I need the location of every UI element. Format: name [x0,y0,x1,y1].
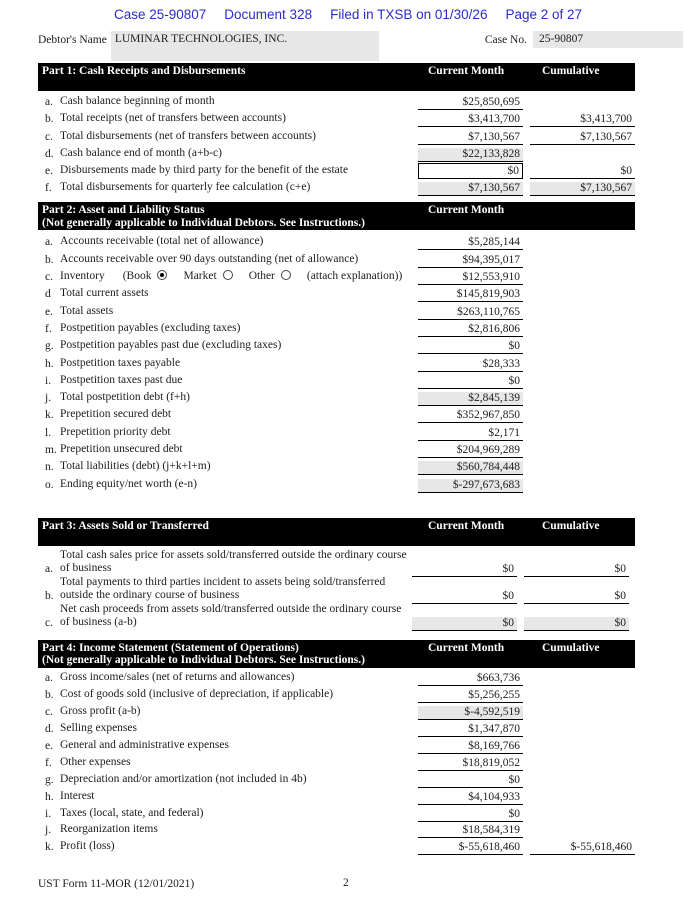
table-row [38,805,635,822]
row-label: Other expenses [60,755,131,768]
cumulative-value [530,787,635,788]
part1-col-cumulative: Cumulative [542,65,600,77]
row-label: Accounts receivable (total net of allowance) [60,235,264,248]
page-number: 2 [343,877,349,889]
row-letter: b. [45,253,54,266]
current-month-value: $2,171 [418,427,523,441]
market-option-label: Market [183,270,217,283]
row-label: Postpetition payables (excluding taxes) [60,321,241,334]
row-label: Total disbursements (net of transfers between accounts) [60,129,316,142]
cumulative-value [530,753,635,754]
row-letter: c. [45,130,53,143]
cumulative-value: $0 [524,563,629,577]
row-label: Selling expenses [60,722,137,735]
row-letter: d. [45,723,54,736]
cumulative-value [530,685,635,686]
table-row [38,179,635,196]
stamp-page: Page 2 of 27 [505,7,583,22]
debtor-name-field[interactable]: LUMINAR TECHNOLOGIES, INC. [111,31,379,61]
table-row [38,838,635,855]
page-footer [0,875,696,890]
cumulative-value [530,821,635,822]
current-month-value: $-4,592,519 [418,706,523,720]
table-row [38,822,635,839]
table-row [38,441,635,458]
cumulative-value [530,249,635,250]
current-month-value: $352,967,850 [418,409,523,423]
part3-col-cumulative: Cumulative [542,519,600,532]
stamp-document: Document 328 [224,7,313,22]
row-label: Interest [60,789,95,802]
row-letter: l. [45,426,52,439]
part3-title: Part 3: Assets Sold or Transferred [42,519,209,532]
row-label: Accounts receivable over 90 days outstanding (net of allowance) [60,252,359,265]
table-row [38,127,635,144]
row-label: Gross profit (a-b) [60,705,141,718]
current-month-value: $8,169,766 [418,740,523,754]
table-row [38,604,635,631]
cumulative-value [530,736,635,737]
table-row [38,670,635,687]
inventory-label: Inventory [60,270,105,283]
row-letter: o. [45,478,54,491]
row-letter: b. [45,589,54,602]
row-label: Postpetition taxes past due [60,373,183,386]
current-month-value: $0 [418,774,523,788]
stamp-filed: Filed in TXSB on 01/30/26 [330,7,488,22]
row-letter: j. [45,824,52,837]
part2-header-bar [38,202,635,230]
row-letter: f. [45,756,52,769]
table-row [38,285,635,302]
current-month-value: $7,130,567 [418,182,523,196]
current-month-value: $2,816,806 [418,323,523,337]
row-letter: i. [45,374,52,387]
cumulative-value [530,388,635,389]
row-letter: d. [45,147,54,160]
table-row [38,406,635,423]
cumulative-value [530,301,635,302]
row-label: Cash balance end of month (a+b-c) [60,146,222,159]
cumulative-value: $0 [530,165,635,179]
current-month-input[interactable]: $0 [418,163,523,179]
cumulative-value [530,353,635,354]
row-letter: i. [45,807,52,820]
cumulative-value: $7,130,567 [530,131,635,145]
cumulative-value [530,770,635,771]
cumulative-value [530,474,635,475]
stamp-case: Case 25-90807 [113,7,207,22]
part4-title: Part 4: Income Statement (Statement of Operations) [42,641,299,654]
row-label: Cash balance beginning of month [60,95,215,108]
row-label: Prepetition unsecured debt [60,442,183,455]
row-label: Total cash sales price for assets sold/transferred outside the ordinary course of business [60,548,407,574]
row-letter: b. [45,113,54,126]
current-month-value: $1,347,870 [418,723,523,737]
row-label: Ending equity/net worth (e-n) [60,477,198,490]
row-label: Total disbursements for quarterly fee calculation (c+e) [60,181,311,194]
part2-title: Part 2: Asset and Liability Status [42,204,205,217]
cumulative-value [530,440,635,441]
current-month-value: $7,130,567 [418,131,523,145]
cumulative-value [530,319,635,320]
table-row [38,302,635,319]
table-row [38,788,635,805]
cumulative-value: $-55,618,460 [530,841,635,855]
row-letter: a. [45,672,53,685]
table-row [38,250,635,267]
row-letter: c. [45,616,53,629]
table-row [38,550,635,577]
inventory-label-group [60,270,418,285]
current-month-value: $0 [412,590,517,604]
part3-rows [38,550,635,631]
part3-header-bar [38,518,635,546]
current-month-value: $204,969,289 [418,444,523,458]
cumulative-value [530,804,635,805]
current-month-value: $0 [418,375,523,389]
current-month-value: $263,110,765 [418,306,523,320]
cumulative-value [530,371,635,372]
table-row [38,320,635,337]
row-label: Reorganization items [60,823,158,836]
row-letter: b. [45,689,54,702]
current-month-value: $94,395,017 [418,254,523,268]
current-month-value: $22,133,828 [418,148,523,162]
part4-col-current-month: Current Month [428,641,505,654]
table-row [38,337,635,354]
current-month-value: $0 [412,617,517,631]
part4-header-bar [38,640,635,668]
part2-subtitle: (Not generally applicable to Individual Debtors. See Instructions.) [42,216,365,229]
table-row [38,162,635,179]
row-letter: c. [45,706,53,719]
row-letter: e. [45,305,53,318]
cumulative-value: $0 [524,590,629,604]
row-letter: h. [45,790,54,803]
row-letter: k. [45,841,54,854]
row-label: Total receipts (net of transfers between accounts) [60,112,286,125]
table-row inventory-row [38,268,635,285]
table-row [38,110,635,127]
row-letter: a. [45,96,53,109]
row-letter: n. [45,461,54,474]
table-row [38,737,635,754]
table-row [38,475,635,492]
current-month-value: $5,256,255 [418,689,523,703]
current-month-value: $2,845,139 [418,392,523,406]
cumulative-value: $3,413,700 [530,113,635,127]
current-month-value: $25,850,695 [418,96,523,110]
part4-subtitle: (Not generally applicable to Individual Debtors. See Instructions.) [42,654,365,667]
row-label: Cost of goods sold (inclusive of depreciation, if applicable) [60,688,334,701]
cumulative-value [530,422,635,423]
row-letter: f. [45,322,52,335]
identification-row [38,31,683,61]
part1-col-current-month: Current Month [428,65,505,77]
table-row [38,354,635,371]
row-label: Net cash proceeds from assets sold/transferred outside the ordinary course of business (a-b) [60,602,402,628]
court-filing-stamp [0,0,696,22]
current-month-value: $28,333 [418,358,523,372]
table-row [38,423,635,440]
table-row [38,686,635,703]
cumulative-value: $0 [524,617,629,631]
table-row [38,145,635,162]
part1-header-bar [38,63,635,91]
row-label: Total payments to third parties incident to assets being sold/transferred outside the ordinary course of business [60,575,386,601]
cumulative-value [530,702,635,703]
cumulative-value [530,457,635,458]
current-month-value: $3,413,700 [418,113,523,127]
cumulative-value [530,161,635,162]
row-label: Depreciation and/or amortization (not included in 4b) [60,772,307,785]
inventory-other-radio[interactable] [281,270,291,280]
row-letter: e. [45,740,53,753]
row-letter: c. [45,271,53,284]
row-label: Taxes (local, state, and federal) [60,806,204,819]
row-letter: f. [45,182,52,195]
row-label: Total current assets [60,287,149,300]
row-letter: k. [45,409,54,422]
table-row [38,372,635,389]
row-label: Disbursements made by third party for the benefit of the estate [60,163,349,176]
row-label: General and administrative expenses [60,739,229,752]
current-month-value: $560,784,448 [418,461,523,475]
table-row [38,720,635,737]
inventory-book-radio[interactable] [157,270,167,280]
cumulative-value [530,284,635,285]
current-month-value: $0 [418,340,523,354]
cumulative-value [530,109,635,110]
row-label: Total postpetition debt (f+h) [60,391,190,404]
part2-rows [38,233,635,492]
row-letter: j. [45,392,52,405]
row-letter: g. [45,773,54,786]
book-option-label: (Book [122,270,152,283]
row-letter: d [45,288,51,301]
table-row [38,577,635,604]
form-id: UST Form 11-MOR (12/01/2021) [38,878,195,890]
table-row [38,458,635,475]
radio-selected-dot [160,273,164,277]
case-number-label: Case No. [484,34,527,46]
current-month-value: $663,736 [418,672,523,686]
part4-rows [38,670,635,856]
current-month-value: $12,553,910 [418,271,523,285]
part4-col-cumulative: Cumulative [542,641,600,654]
row-label: Prepetition priority debt [60,425,171,438]
table-row [38,771,635,788]
table-row [38,703,635,720]
row-letter: g. [45,340,54,353]
row-letter: e. [45,164,53,177]
current-month-value: $145,819,903 [418,288,523,302]
row-label: Postpetition taxes payable [60,356,181,369]
row-label: Postpetition payables past due (excluding taxes) [60,339,282,352]
row-label: Total liabilities (debt) (j+k+l+m) [60,460,211,473]
attach-explanation-label: (attach explanation)) [306,270,403,283]
current-month-value: $18,819,052 [418,757,523,771]
table-row [38,93,635,110]
current-month-value: $-297,673,683 [418,479,523,493]
row-letter: m. [45,443,57,456]
other-option-label: Other [248,270,275,283]
row-label: Gross income/sales (net of returns and allowances) [60,671,295,684]
current-month-value: $0 [418,808,523,822]
cumulative-value [530,719,635,720]
cumulative-value [530,492,635,493]
table-row [38,233,635,250]
cumulative-value [530,336,635,337]
row-letter: h. [45,357,54,370]
table-row [38,754,635,771]
row-label: Total assets [60,304,114,317]
cumulative-value [530,405,635,406]
current-month-value: $5,285,144 [418,236,523,250]
part1-rows [38,93,635,196]
table-row [38,389,635,406]
row-label: Profit (loss) [60,840,115,853]
row-letter: a. [45,562,53,575]
current-month-value: $4,104,933 [418,791,523,805]
inventory-market-radio[interactable] [223,270,233,280]
part2-col-current-month: Current Month [428,204,505,217]
cumulative-value [530,837,635,838]
current-month-value: $0 [412,563,517,577]
cumulative-value: $7,130,567 [530,182,635,196]
part1-title: Part 1: Cash Receipts and Disbursements [42,65,246,77]
debtor-name-label: Debtor's Name [38,34,107,46]
row-label: Prepetition secured debt [60,408,172,421]
part3-col-current-month: Current Month [428,519,505,532]
cumulative-value [530,267,635,268]
case-number-field[interactable]: 25-90807 [533,31,683,48]
current-month-value: $-55,618,460 [418,841,523,855]
row-letter: a. [45,236,53,249]
current-month-value: $18,584,319 [418,824,523,838]
